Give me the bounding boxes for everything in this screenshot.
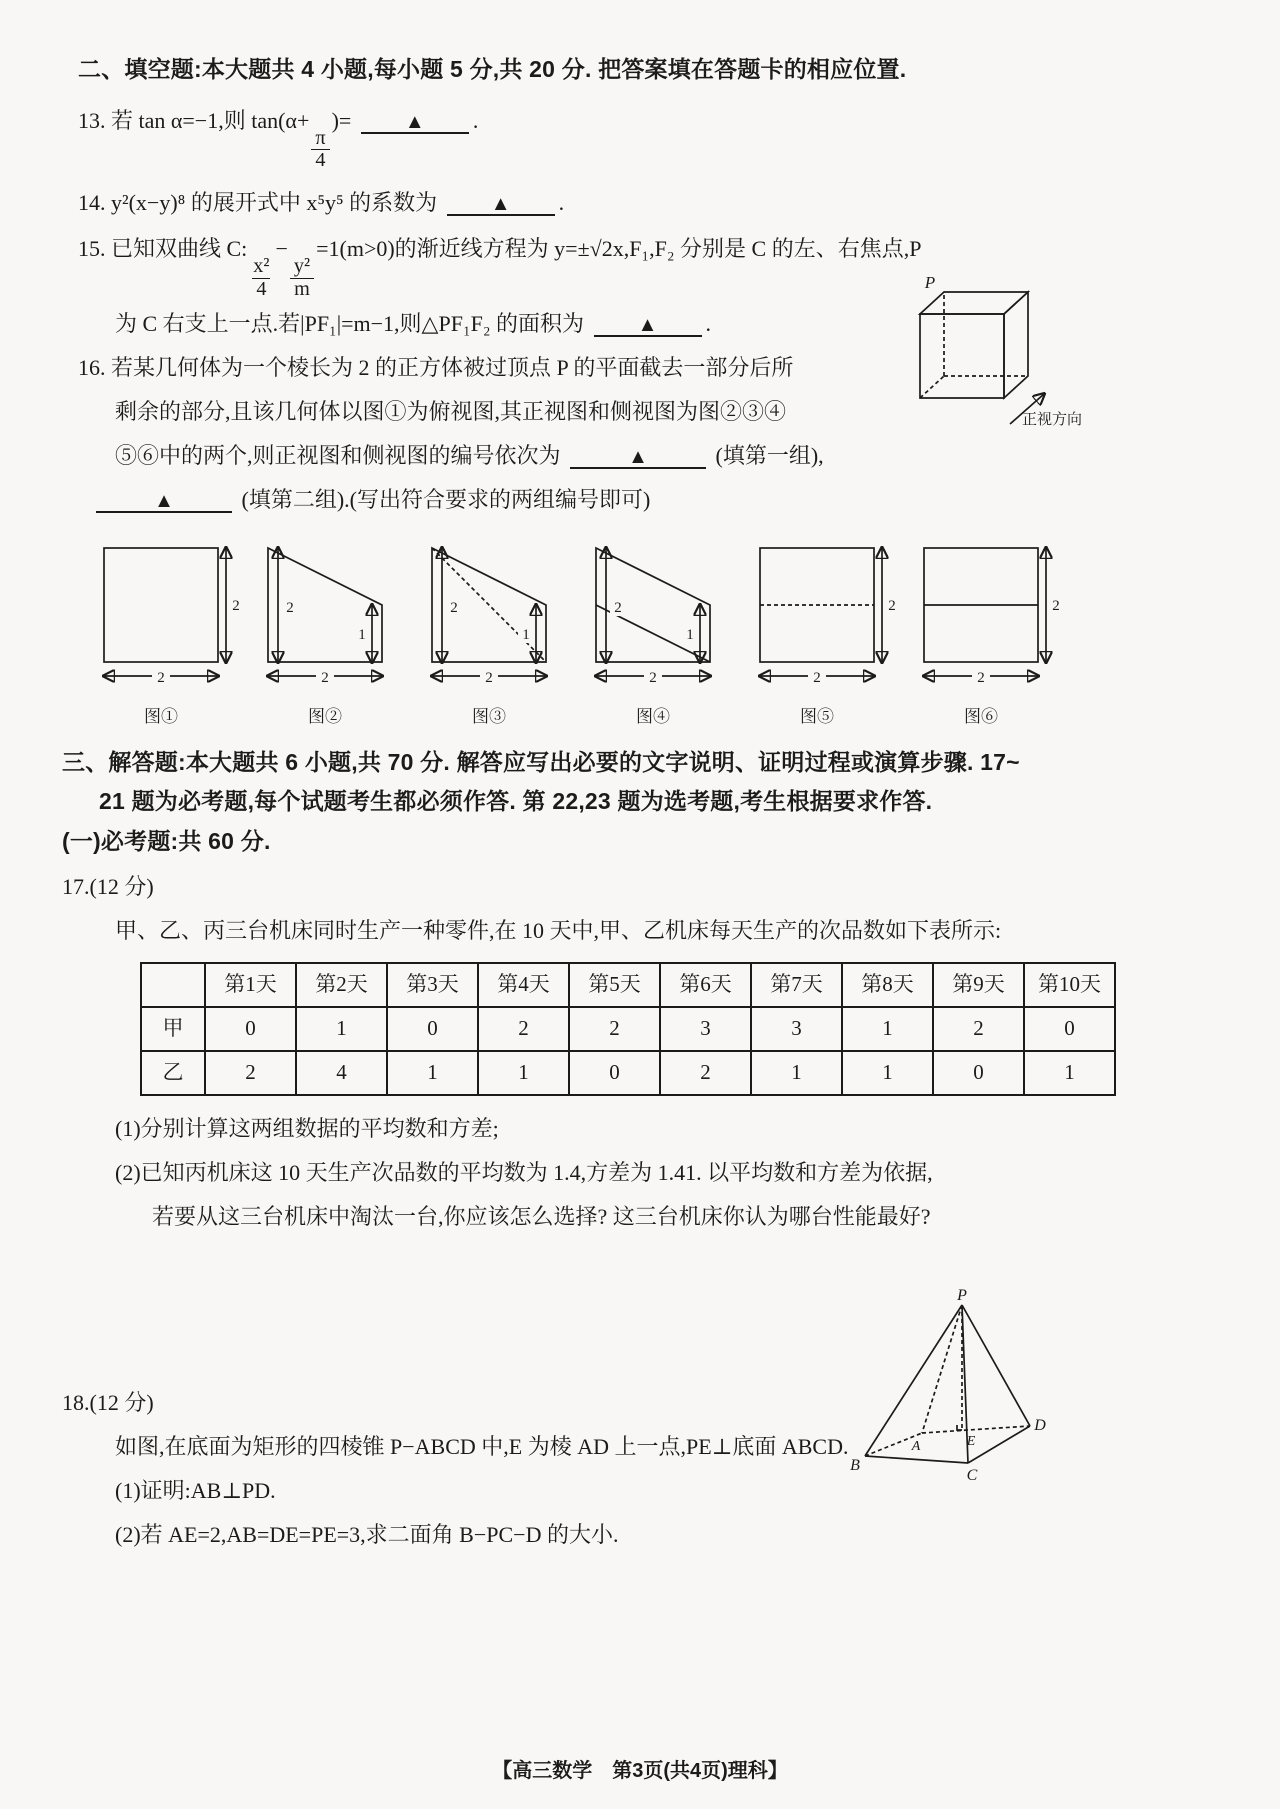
question-13	[78, 104, 1222, 173]
jia-day10: 0	[1024, 1007, 1115, 1051]
yi-day5: 0	[569, 1051, 660, 1095]
edge-pa-hidden	[922, 1305, 962, 1433]
section3-must-answer: (一)必考题:共 60 分.	[62, 827, 271, 854]
fig6-height-label: 2	[1052, 597, 1060, 614]
fig6-width-label: 2	[977, 669, 985, 686]
jia-day4: 2	[478, 1007, 569, 1051]
q15-minus: −	[275, 236, 288, 262]
fig2-caption: 图②	[308, 706, 342, 726]
yi-day8: 1	[842, 1051, 933, 1095]
question-16-line4	[78, 483, 1222, 517]
defect-table-header-row	[141, 963, 1115, 1007]
question-17-number: 17.(12 分)	[62, 873, 154, 899]
table-header-day1: 第1天	[205, 963, 296, 1007]
pyramid-label-d: D	[1034, 1417, 1046, 1434]
table-row-jia	[141, 1007, 1115, 1051]
fig1-square	[104, 548, 218, 662]
fig2-left-label: 2	[286, 599, 294, 616]
question-18-number: 18.(12 分)	[62, 1389, 154, 1415]
table-corner-cell	[141, 963, 205, 1007]
q14-text: y²(x−y)⁸ 的展开式中 x⁵y⁵ 的系数为	[111, 190, 438, 216]
section2-heading: 二、填空题:本大题共 4 小题,每小题 5 分,共 20 分. 把答案填在答题卡的相应位置.	[78, 56, 907, 82]
table-row-yi	[141, 1051, 1115, 1095]
yi-day4: 1	[478, 1051, 569, 1095]
pyramid-label-p: P	[957, 1288, 967, 1304]
q13-fraction: $\frac{\pi}{4}$	[311, 128, 329, 173]
fig2-right-label: 1	[358, 626, 366, 643]
jia-day8: 1	[842, 1007, 933, 1051]
q16-answer-blank-2: ▲	[96, 491, 232, 513]
q16-number: 16.	[78, 355, 106, 381]
q15-fraction2: $\frac{\text{y²}}{m}$	[290, 256, 314, 301]
yi-day1: 2	[205, 1051, 296, 1095]
pyramid-label-b: B	[850, 1457, 860, 1474]
row-label-yi: 乙	[141, 1051, 205, 1095]
section3-heading-line1: 三、解答题:本大题共 6 小题,共 70 分. 解答应写出必要的文字说明、证明过程或演算步骤. 17~	[62, 748, 1020, 775]
question-17-intro: 甲、乙、丙三台机床同时生产一种零件,在 10 天中,甲、乙机床每天生产的次品数如下表所示:	[115, 917, 1002, 943]
fig4-caption: 图④	[636, 706, 670, 726]
q13-answer-blank: ▲	[361, 112, 469, 134]
fig5-width-label: 2	[813, 669, 821, 686]
q15-fraction1: $\frac{\text{x²}}{4}$	[253, 255, 270, 301]
cube-top-face	[920, 292, 1028, 314]
q13-text: 若 tan α=−1,则 tan(α+	[111, 107, 310, 133]
yi-day9: 0	[933, 1051, 1024, 1095]
cube-right-face	[1004, 292, 1028, 398]
q16-text1: 若某几何体为一个棱长为 2 的正方体被过顶点 P 的平面截去一部分后所	[111, 355, 794, 381]
yi-day2: 4	[296, 1051, 387, 1095]
pyramid-label-c: C	[966, 1467, 978, 1484]
cube-label-p: P	[924, 273, 936, 292]
table-header-day3: 第3天	[387, 963, 478, 1007]
fig1-height-label: 2	[232, 597, 240, 614]
q16-text3: ⑤⑥中的两个,则正视图和侧视图的编号依次为	[115, 443, 561, 469]
q14-period: .	[558, 190, 565, 216]
q14-answer-blank: ▲	[447, 194, 555, 216]
yi-day6: 2	[660, 1051, 751, 1095]
pyramid-figure	[840, 1288, 1050, 1488]
table-header-day4: 第4天	[478, 963, 569, 1007]
q15-answer-blank: ▲	[594, 315, 702, 337]
table-header-day5: 第5天	[569, 963, 660, 1007]
fig3-left-label: 2	[450, 599, 458, 616]
q15-period: .	[705, 311, 712, 337]
figure-3	[416, 526, 574, 731]
fig4-width-label: 2	[649, 669, 657, 686]
jia-day3: 0	[387, 1007, 478, 1051]
table-header-day7: 第7天	[751, 963, 842, 1007]
q16-text4: (填第一组),	[715, 443, 824, 469]
fig5-caption: 图⑤	[800, 706, 834, 726]
pyramid-label-e: E	[966, 1434, 976, 1449]
view-direction-label: 正视方向	[1021, 412, 1083, 428]
figure-4	[580, 526, 738, 731]
q16-text5: (填第二组).(写出符合要求的两组编号即可)	[241, 487, 651, 513]
q15-text2: =1(m>0)的渐近线方程为 y=±√2x,F₁,F₂ 分别是 C 的左、右焦点,P	[316, 236, 922, 262]
fig3-width-label: 2	[485, 669, 493, 686]
q13-period: .	[472, 107, 479, 133]
q15-text: 已知双曲线 C:	[111, 236, 248, 262]
edge-bc	[865, 1456, 968, 1463]
cube-figure	[892, 272, 1087, 444]
q13-text2: )=	[331, 107, 352, 133]
fig3-caption: 图③	[472, 706, 506, 726]
q15-text3: 为 C 右支上一点.若|PF₁|=m−1,则△PF₁F₂ 的面积为	[115, 311, 585, 337]
q17-sub2-line2: 若要从这三台机床中淘汰一台,你应该怎么选择? 这三台机床你认为哪台性能最好?	[152, 1203, 931, 1229]
fig6-caption: 图⑥	[964, 706, 998, 726]
fig4-right-label: 1	[686, 626, 694, 643]
q13-number: 13.	[78, 107, 106, 133]
q18-line1: 如图,在底面为矩形的四棱锥 P−ABCD 中,E 为棱 AD 上一点,PE⊥底面 ABCD.	[115, 1434, 849, 1460]
jia-day6: 3	[660, 1007, 751, 1051]
q15-number: 15.	[78, 236, 106, 262]
edge-pd	[962, 1305, 1030, 1426]
q18-sub1: (1)证明:AB⊥PD.	[115, 1478, 276, 1504]
edge-cd	[968, 1426, 1030, 1463]
cube-hidden-edge-1	[920, 376, 944, 398]
fig5-height-label: 2	[888, 597, 896, 614]
fig1-width-label: 2	[157, 669, 165, 686]
edge-ad-hidden	[922, 1426, 1030, 1433]
defect-table	[140, 962, 1116, 1096]
row-label-jia: 甲	[141, 1007, 205, 1051]
page-footer: 【高三数学 第3页(共4页)理科】	[492, 1760, 788, 1782]
figure-5	[744, 526, 902, 731]
view-figures-row	[88, 526, 1222, 731]
fig1-caption: 图①	[144, 706, 178, 726]
fig2-width-label: 2	[321, 669, 329, 686]
fig3-right-label: 1	[522, 626, 530, 643]
jia-day5: 2	[569, 1007, 660, 1051]
yi-day10: 1	[1024, 1051, 1115, 1095]
jia-day9: 2	[933, 1007, 1024, 1051]
yi-day7: 1	[751, 1051, 842, 1095]
edge-pb	[865, 1305, 962, 1456]
jia-day2: 1	[296, 1007, 387, 1051]
yi-day3: 1	[387, 1051, 478, 1095]
figure-6	[908, 526, 1066, 731]
q16-text2: 剩余的部分,且该几何体以图①为俯视图,其正视图和侧视图为图②③④	[115, 399, 787, 425]
table-header-day8: 第8天	[842, 963, 933, 1007]
q17-sub2-line1: (2)已知丙机床这 10 天生产次品数的平均数为 1.4,方差为 1.41. 以平均数和方差为依据,	[115, 1159, 933, 1185]
table-header-day2: 第2天	[296, 963, 387, 1007]
table-header-day9: 第9天	[933, 963, 1024, 1007]
question-14	[78, 186, 1222, 220]
q14-number: 14.	[78, 190, 106, 216]
table-header-day6: 第6天	[660, 963, 751, 1007]
jia-day1: 0	[205, 1007, 296, 1051]
fig4-left-label: 2	[614, 599, 622, 616]
jia-day7: 3	[751, 1007, 842, 1051]
figure-1	[88, 526, 246, 731]
table-header-day10: 第10天	[1024, 963, 1115, 1007]
q16-answer-blank-1: ▲	[570, 447, 706, 469]
question-16-line3	[78, 439, 1222, 473]
figure-2	[252, 526, 410, 731]
section3-heading-line2: 21 题为必考题,每个试题考生都必须作答. 第 22,23 题为选考题,考生根据要求作答.	[99, 788, 933, 815]
pyramid-label-a: A	[911, 1439, 921, 1454]
q18-sub2: (2)若 AE=2,AB=DE=PE=3,求二面角 B−PC−D 的大小.	[115, 1522, 619, 1548]
q17-sub1: (1)分别计算这两组数据的平均数和方差;	[115, 1115, 499, 1141]
